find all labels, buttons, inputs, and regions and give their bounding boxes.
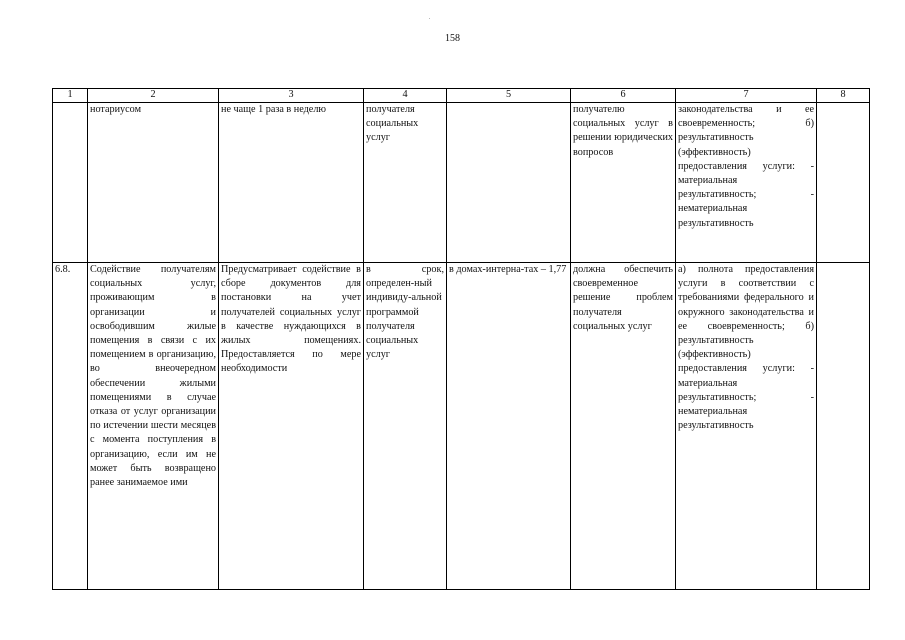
- cell-tariff: в домах-интерна-тах – 1,77: [447, 263, 571, 590]
- col-header-6: 6: [571, 89, 676, 103]
- page-number: 158: [445, 33, 460, 44]
- col-header-3: 3: [219, 89, 364, 103]
- cell-term: получателя социальных услуг: [364, 103, 447, 263]
- cell-description: Предусматривает содействие в сборе документов для постановки на учет получателей социальных услуг в качестве нуждающихся в жилых помещениях. Предоставляется по мере необходимости: [219, 263, 364, 590]
- cell-notes: [817, 103, 870, 263]
- cell-quality-indicators: законодательства и ее своевременность; б) результативность (эффективность) предоставления услуги: - материальная результативность; - нематериальная результативность: [676, 103, 817, 263]
- cell-number: [53, 103, 88, 263]
- header-row: [53, 89, 870, 103]
- col-header-2: 2: [88, 89, 219, 103]
- cell-service-name: Содействие получателям социальных услуг, проживающим в организации и освободившим жилые помещения в связи с их помещением в организацию, во внеочередном обеспечении жилыми помещениями в случае отказа от услуг организации по истечении шести месяцев с момента поступления в организацию, если им не может быть возвращено ранее занимаемое ими: [88, 263, 219, 590]
- cell-description: не чаще 1 раза в неделю: [219, 103, 364, 263]
- cell-notes: [817, 263, 870, 590]
- scan-speck: [429, 18, 430, 19]
- cell-quality-indicators: а) полнота предоставления услуги в соответствии с требованиями федерального и окружного законодательства и ее своевременность; б) результативность (эффективность) предоставления услуги: - материальная результативность; - нематериальная результативность: [676, 263, 817, 590]
- col-header-7: 7: [676, 89, 817, 103]
- col-header-1: 1: [53, 89, 88, 103]
- cell-conditions: получателю социальных услуг в решении юридических вопросов: [571, 103, 676, 263]
- col-header-5: 5: [447, 89, 571, 103]
- cell-service-name: нотариусом: [88, 103, 219, 263]
- cell-number: 6.8.: [53, 263, 88, 590]
- col-header-4: 4: [364, 89, 447, 103]
- cell-conditions: должна обеспечить своевременное решение проблем получателя социальных услуг: [571, 263, 676, 590]
- services-table: [52, 88, 870, 590]
- cell-tariff: [447, 103, 571, 263]
- cell-term: в срок, определен-ный индивиду-альной программой получателя социальных услуг: [364, 263, 447, 590]
- table-row: [53, 263, 870, 590]
- col-header-8: 8: [817, 89, 870, 103]
- table-row: [53, 103, 870, 263]
